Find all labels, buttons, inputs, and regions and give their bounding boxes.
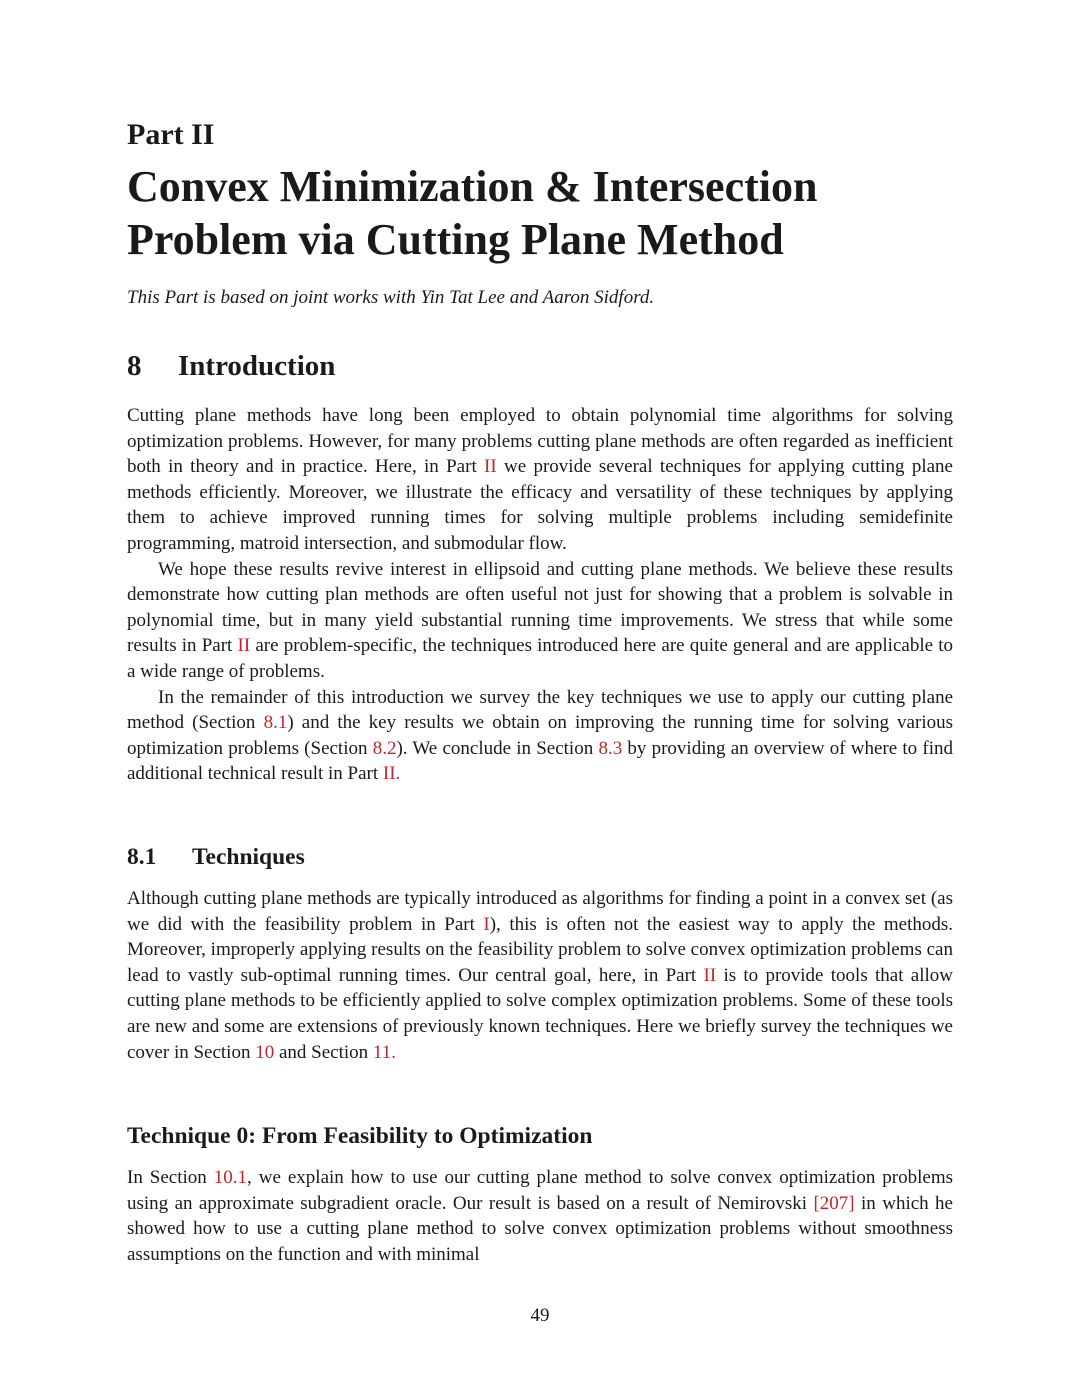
cross-reference-link[interactable]: [207] (813, 1192, 855, 1214)
cross-reference-link[interactable]: 8.1 (263, 712, 288, 734)
cross-reference-link[interactable]: 10.1 (213, 1167, 248, 1188)
paragraph-text: ), this is often not the easiest way to apply the methods. Moreover, improperly applying results on the feasibility problem to solve convex optimization problems can lead to vastly sub-optimal running times. Our central goal, here, in Part (127, 913, 954, 986)
cross-reference-link[interactable]: II (484, 456, 497, 478)
paragraph-text: is to provide tools that allow cutting plane methods to be efficiently applied to solve complex optimization problems. Some of these tools are new and some are extensions of previously known techniques. Here we briefly survey the techniques we cover in Section (127, 964, 953, 1063)
byline: This Part is based on joint works with Yin Tat Lee and Aaron Sidford. (127, 287, 655, 308)
technique0-body (127, 1165, 953, 1267)
paragraph-text: ) and the key results we obtain on improving the running time for solving various optimization problems (Section (127, 712, 953, 759)
cross-reference-link[interactable]: I (483, 913, 490, 935)
section-heading (127, 350, 335, 383)
paragraph-text: In the remainder of this introduction we survey the key techniques we use to apply our cutting plane method (Section (127, 686, 953, 734)
part-title: Convex Minimization & Intersection Problem via Cutting Plane Method (127, 162, 818, 264)
paragraph (127, 403, 953, 557)
cross-reference-link[interactable]: 8.2 (372, 737, 397, 759)
section-title: Introduction (178, 350, 336, 382)
part-label: Part II (127, 118, 215, 151)
cross-reference-link[interactable]: II (703, 964, 717, 986)
paragraph (127, 1165, 953, 1267)
paragraph-text: are problem-specific, the techniques introduced here are quite general and are applicable to a wide range of problems. (127, 635, 953, 682)
paragraph-text: We hope these results revive interest in ellipsoid and cutting plane methods. We believe these results demonstrate how cutting plan methods are often useful not just for showing that a problem is solvable in polynomial time, but in many yield substantial running time improvements. We stress that while some results in Part (127, 558, 953, 657)
paragraph-text: Although cutting plane methods are typically introduced as algorithms for finding a point in a convex set (as we did with the feasibility problem in Part (127, 888, 953, 935)
subsection-heading (127, 844, 305, 871)
subsection-title: Techniques (192, 844, 305, 870)
paragraph-text: ). We conclude in Section (396, 737, 599, 759)
paragraph-text: and Section (274, 1041, 373, 1063)
paragraph (127, 685, 953, 787)
cross-reference-link[interactable]: 8.3 (598, 737, 623, 759)
paragraph (127, 557, 953, 685)
cross-reference-link[interactable]: II. (382, 763, 401, 785)
paragraph (127, 886, 953, 1065)
paragraph-text: In Section (127, 1167, 214, 1188)
section-number: 8 (127, 350, 142, 382)
cross-reference-link[interactable]: II (237, 635, 251, 657)
page-number: 49 (530, 1305, 550, 1326)
paragraph-text: by providing an overview of where to find additional technical result in Part (127, 737, 953, 785)
technique0-heading: Technique 0: From Feasibility to Optimization (127, 1123, 593, 1149)
intro-body (127, 403, 953, 787)
paragraph-text: Cutting plane methods have long been employed to obtain polynomial time algorithms for solving optimization problems. However, for many problems cutting plane methods are often regarded as inefficient both in theory and in practice. Here, in Part (127, 405, 953, 478)
techniques-body (127, 886, 953, 1065)
paragraph-text: , we explain how to use our cutting plane method to solve convex optimization problems using an approximate subgradient oracle. Our result is based on a result of Nemirovski (127, 1167, 953, 1214)
subsection-number: 8.1 (127, 844, 157, 870)
paragraph-text: in which he showed how to use a cutting plane method to solve convex optimization problems without smoothness assumptions on the function and with minimal (127, 1192, 953, 1265)
paragraph-text: we provide several techniques for applying cutting plane methods efficiently. Moreover, we illustrate the efficacy and versatility of these techniques by applying them to achieve improved running times for solving multiple problems including semidefinite programming, matroid intersection, and submodular flow. (127, 456, 953, 554)
cross-reference-link[interactable]: 11. (372, 1041, 396, 1063)
cross-reference-link[interactable]: 10 (255, 1041, 275, 1063)
